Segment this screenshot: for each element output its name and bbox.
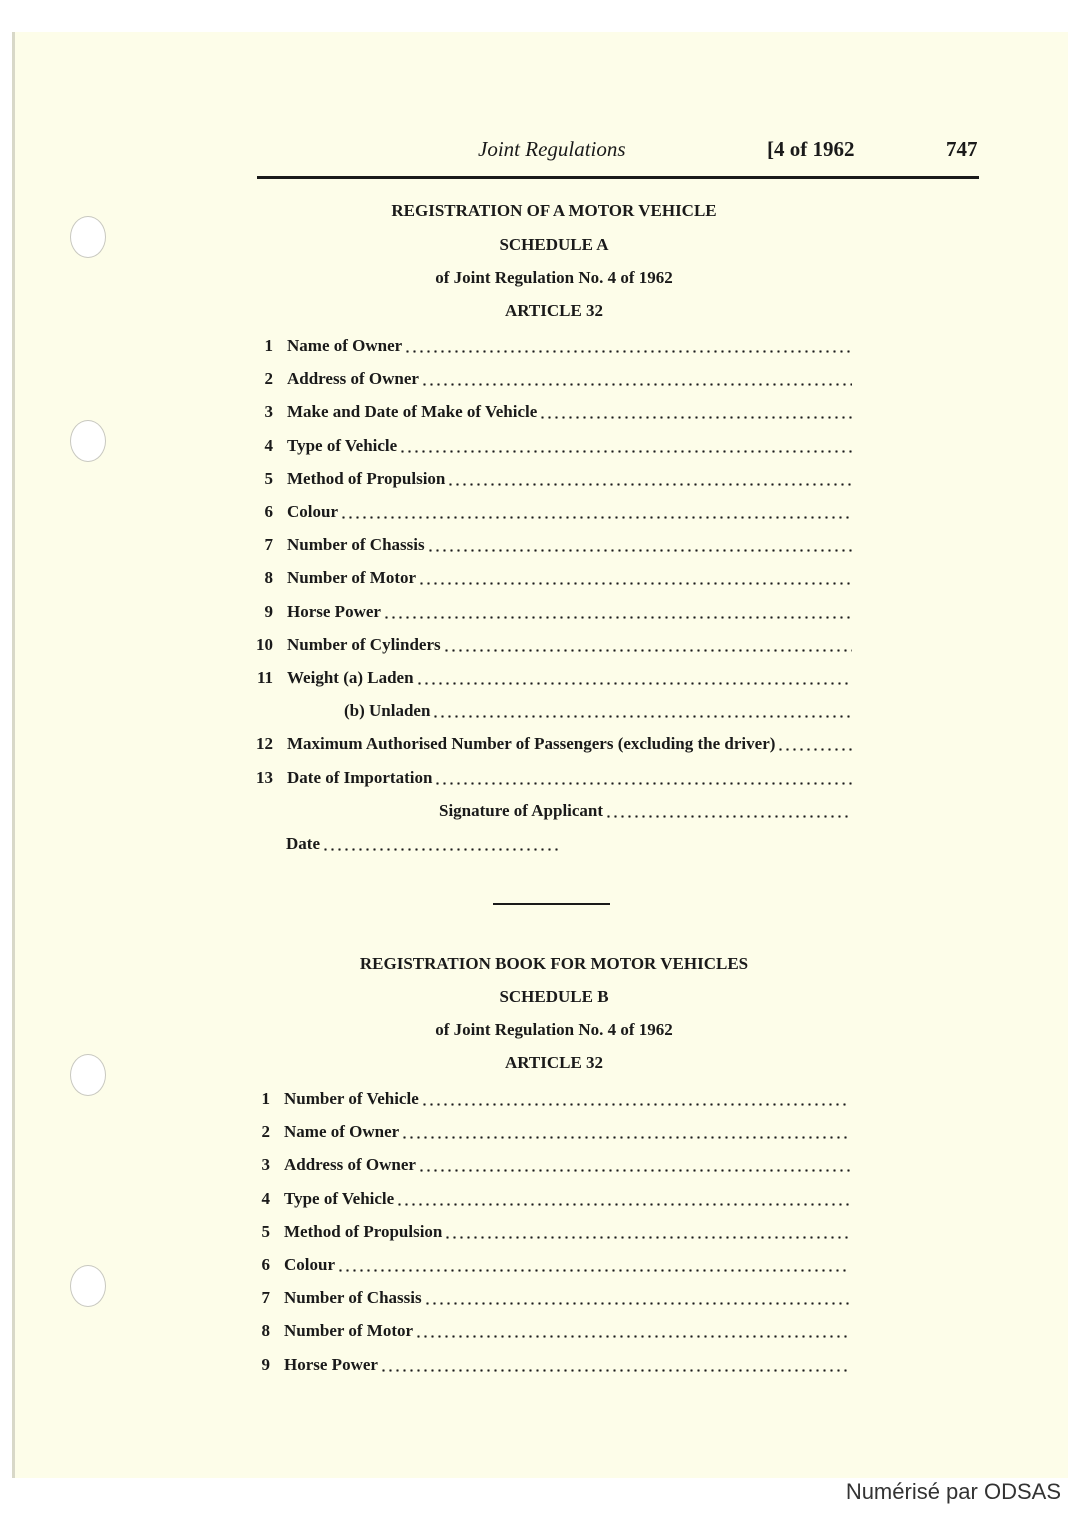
form-field-row	[344, 699, 852, 721]
form-field-row	[264, 533, 852, 555]
dot-leader	[418, 582, 852, 585]
digitization-credit: Numérisé par ODSAS	[845, 1479, 1061, 1504]
section-divider	[493, 903, 610, 905]
item-label: Number of Chassis	[284, 1288, 422, 1308]
dot-leader	[418, 1169, 850, 1172]
item-number: 1	[264, 336, 273, 355]
schedule-a-regulation-ref: of Joint Regulation No. 4 of 1962	[435, 268, 673, 287]
item-number: 5	[261, 1221, 270, 1241]
item-label: Name of Owner	[284, 1122, 400, 1142]
dot-leader	[340, 516, 852, 519]
dot-leader	[421, 1103, 850, 1106]
item-label: Colour	[287, 502, 338, 521]
dot-leader	[416, 682, 852, 685]
form-field-row	[261, 1220, 850, 1242]
form-field-row	[264, 334, 852, 356]
item-number: 3	[264, 402, 273, 422]
schedule-a-title: SCHEDULE A	[499, 235, 609, 254]
form-field-row	[264, 400, 852, 422]
item-number: 9	[264, 601, 273, 621]
form-field-row	[264, 434, 852, 456]
item-number: 7	[264, 535, 273, 555]
dot-leader	[399, 450, 852, 453]
dot-leader	[424, 1302, 850, 1305]
form-field-row	[256, 766, 852, 788]
item-number: 5	[264, 468, 273, 488]
item-number: 1	[261, 1089, 270, 1108]
schedule-a-article: ARTICLE 32	[504, 301, 604, 320]
signature-label: Signature of Applicant	[439, 801, 604, 820]
dot-leader	[337, 1269, 850, 1272]
dot-leader	[444, 1236, 850, 1239]
item-label: Method of Propulsion	[284, 1221, 443, 1241]
item-label: Horse Power	[284, 1354, 378, 1374]
form-field-row	[261, 1120, 850, 1142]
punch-hole	[70, 216, 106, 258]
item-number: 4	[264, 435, 273, 455]
item-label: (b) Unladen	[344, 701, 431, 721]
punch-hole	[70, 420, 106, 462]
dot-leader	[605, 815, 851, 818]
item-number: 8	[261, 1321, 270, 1341]
item-number: 2	[261, 1122, 270, 1142]
regulation-number: [4 of 1962	[767, 137, 855, 161]
form-field-row	[256, 732, 852, 754]
dot-leader	[443, 649, 852, 652]
item-number: 3	[261, 1155, 270, 1175]
item-number: 9	[261, 1354, 270, 1374]
item-number: 6	[261, 1255, 270, 1274]
dot-leader	[396, 1203, 850, 1206]
dot-leader	[380, 1369, 850, 1372]
item-label: Number of Motor	[284, 1321, 414, 1341]
item-number: 7	[261, 1288, 270, 1308]
item-label: Address of Owner	[284, 1155, 416, 1175]
date-label: Date	[286, 834, 320, 853]
item-label: Horse Power	[287, 601, 381, 621]
schedule-b-article: ARTICLE 32	[504, 1053, 604, 1072]
form-field-row	[264, 367, 852, 389]
dot-leader	[322, 848, 562, 851]
dot-leader	[383, 616, 852, 619]
punch-hole	[70, 1265, 106, 1307]
item-label: Number of Motor	[287, 568, 417, 588]
page-number: 747	[946, 137, 978, 161]
dot-leader	[415, 1335, 850, 1338]
dot-leader	[777, 748, 852, 751]
item-label: Maximum Authorised Number of Passengers (excluding the driver)	[287, 734, 776, 754]
item-label: Name of Owner	[287, 336, 403, 355]
form-field-row	[261, 1087, 850, 1109]
running-title: Joint Regulations	[478, 137, 626, 161]
item-label: Address of Owner	[287, 369, 419, 389]
form-field-row	[256, 666, 852, 688]
form-field-row	[256, 633, 852, 655]
item-number: 11	[256, 668, 273, 687]
item-label: Date of Importation	[287, 767, 433, 787]
item-number: 13	[256, 767, 273, 787]
form-field-row	[261, 1286, 850, 1308]
signature-line	[439, 799, 851, 821]
dot-leader	[427, 549, 852, 552]
item-label: Number of Vehicle	[284, 1089, 419, 1108]
dot-leader	[432, 715, 852, 718]
form-field-row	[261, 1187, 850, 1209]
form-field-row	[261, 1153, 850, 1175]
form-field-row	[261, 1353, 850, 1375]
item-label: Weight (a) Laden	[287, 668, 414, 687]
item-number: 4	[261, 1188, 270, 1208]
item-number: 12	[256, 734, 273, 754]
header-rule	[257, 176, 979, 179]
dot-leader	[434, 782, 852, 785]
form-field-row	[264, 467, 852, 489]
dot-leader	[401, 1136, 850, 1139]
item-label: Make and Date of Make of Vehicle	[287, 402, 538, 422]
form-field-row	[264, 500, 852, 522]
form-field-row	[264, 600, 852, 622]
item-label: Method of Propulsion	[287, 468, 446, 488]
item-label: Colour	[284, 1255, 335, 1274]
item-number: 8	[264, 568, 273, 588]
form-field-row	[261, 1319, 850, 1341]
item-number: 6	[264, 502, 273, 521]
date-line	[286, 832, 562, 854]
schedule-a-heading: REGISTRATION OF A MOTOR VEHICLE	[391, 201, 717, 220]
item-label: Number of Chassis	[287, 535, 425, 555]
schedule-b-title: SCHEDULE B	[499, 987, 609, 1006]
dot-leader	[539, 416, 852, 419]
item-label: Number of Cylinders	[287, 634, 441, 654]
form-field-row	[261, 1253, 850, 1275]
punch-hole	[70, 1054, 106, 1096]
dot-leader	[447, 483, 852, 486]
schedule-b-heading: REGISTRATION BOOK FOR MOTOR VEHICLES	[359, 954, 749, 973]
dot-leader	[404, 350, 852, 353]
dot-leader	[421, 383, 852, 386]
item-number: 2	[264, 369, 273, 389]
item-label: Type of Vehicle	[287, 435, 398, 455]
schedule-b-regulation-ref: of Joint Regulation No. 4 of 1962	[435, 1020, 673, 1039]
item-number: 10	[256, 634, 273, 654]
form-field-row	[264, 566, 852, 588]
item-label: Type of Vehicle	[284, 1188, 395, 1208]
